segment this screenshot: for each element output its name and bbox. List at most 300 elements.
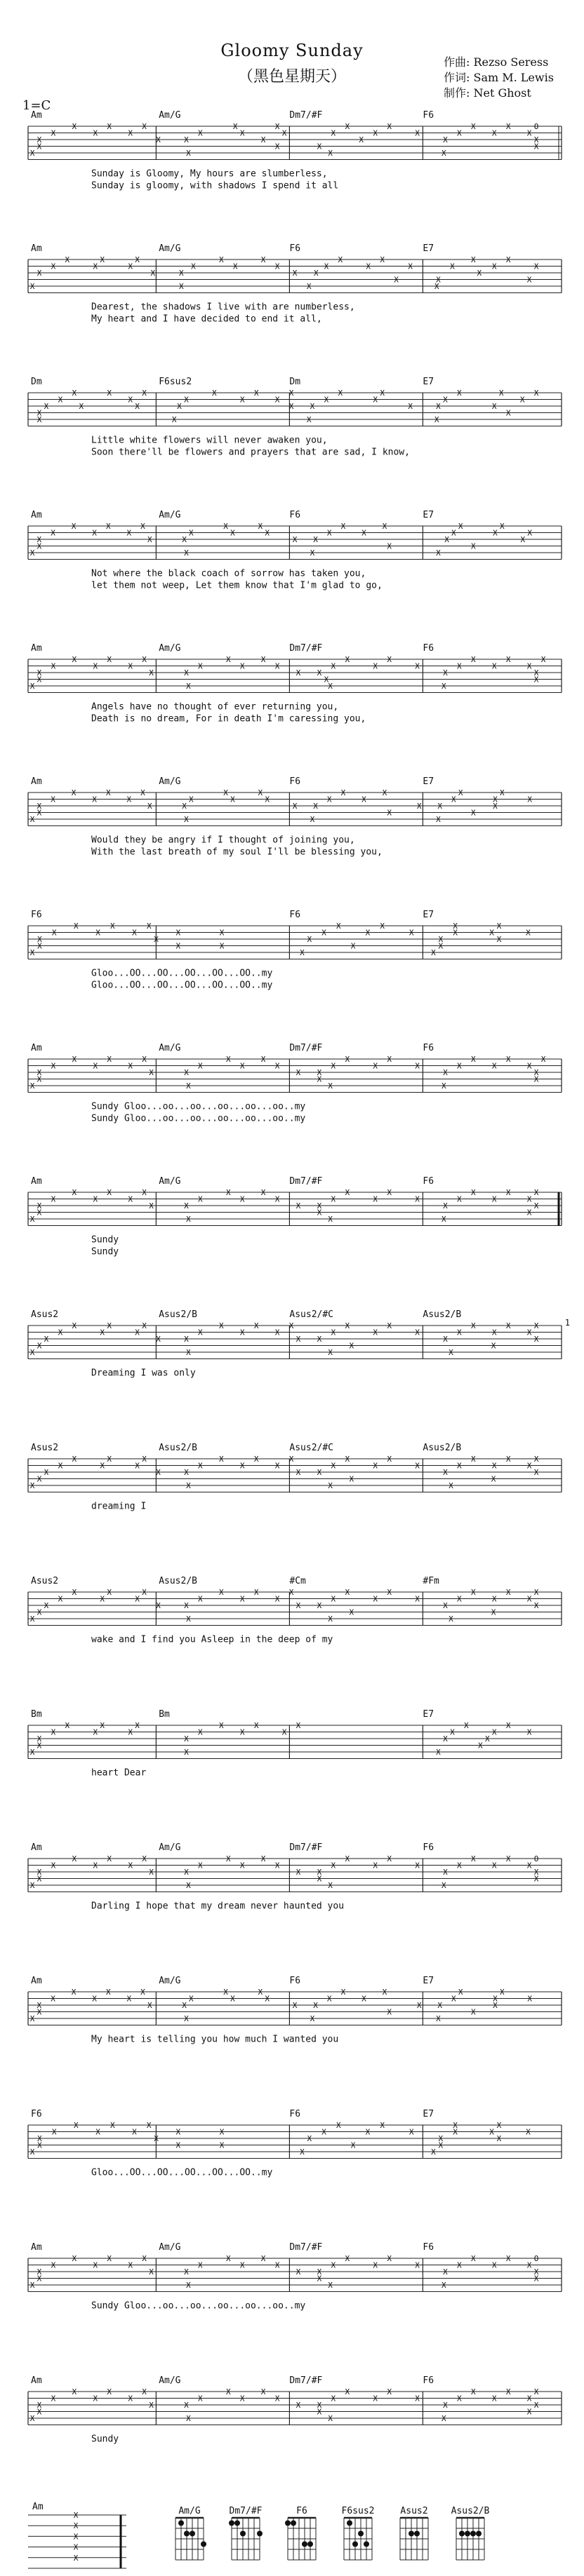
tab-note: X	[44, 1335, 49, 1344]
tab-note: X	[58, 1594, 63, 1604]
tab-note: X	[317, 1874, 322, 1884]
tab-note: X	[186, 682, 191, 691]
tab-note: X	[296, 2401, 301, 2410]
tab-note: X	[154, 2134, 159, 2143]
tab-note: X	[382, 522, 387, 531]
tab-note: X	[438, 935, 444, 944]
tab-note: X	[175, 2140, 181, 2150]
chord-name: Am	[31, 510, 42, 520]
tab-note: X	[142, 655, 147, 664]
tab-note: X	[415, 1194, 420, 1204]
tab-note: X	[505, 655, 511, 664]
chord-name: E7	[423, 1709, 434, 1720]
tab-note: X	[350, 941, 356, 951]
tab-note: X	[533, 262, 539, 271]
tab-note: X	[73, 2511, 79, 2520]
tab-note: X	[95, 2127, 100, 2137]
tab-note: X	[345, 1588, 350, 1597]
lyric-line: Dreaming I was only	[91, 1368, 196, 1379]
chord-name: F6	[289, 910, 301, 920]
tab-note: X	[373, 395, 378, 405]
tab-note: X	[225, 2387, 231, 2396]
tab-note: X	[51, 2394, 56, 2403]
tab-note: X	[526, 2127, 531, 2137]
tab-note: X	[239, 1727, 245, 1737]
tab-note: X	[29, 1215, 35, 1224]
tab-note: X	[186, 1881, 191, 1890]
chord-name: Dm7/#F	[289, 2375, 323, 2386]
tab-note: X	[317, 1068, 322, 1077]
tab-note: X	[198, 128, 203, 138]
tab-note: X	[491, 2260, 497, 2270]
tab-note: X	[29, 149, 35, 158]
tab-note: X	[394, 275, 399, 285]
tab-note: X	[328, 1081, 333, 1091]
tab-note: X	[36, 2267, 42, 2277]
tab-note: X	[265, 528, 270, 538]
chord-name: F6	[423, 110, 434, 121]
tab-note: X	[387, 1455, 392, 1464]
chord-name: Dm7/#F	[289, 110, 323, 121]
chord-name: Dm7/#F	[289, 643, 323, 654]
tab-note: X	[373, 128, 378, 138]
tab-note: X	[382, 788, 387, 797]
tab-note: X	[338, 389, 343, 398]
chord-name: Am	[31, 2375, 42, 2386]
tab-note: X	[36, 2401, 42, 2410]
tab-note: X	[258, 1988, 263, 1997]
diagram-dot	[414, 2531, 420, 2537]
tab-note: X	[349, 1474, 354, 1484]
tab-note: X	[533, 1074, 539, 1084]
tab-note: X	[186, 1614, 191, 1624]
tab-note: X	[184, 395, 189, 405]
tab-note: X	[230, 795, 235, 804]
tab-note: X	[142, 1588, 147, 1597]
chord-name: Am/G	[159, 1842, 181, 1853]
tab-note: X	[29, 282, 35, 291]
tab-note: X	[310, 2014, 315, 2023]
lyric-line: Sundy	[91, 1246, 119, 1257]
chord-name: Am/G	[159, 243, 181, 254]
tab-note: X	[258, 788, 263, 797]
tab-note: X	[409, 2127, 414, 2137]
tab-note: X	[533, 668, 539, 677]
tab-note: X	[218, 1455, 224, 1464]
lyric-line: Sundy Gloo...oo...oo...oo...oo...oo..my	[91, 1113, 306, 1124]
tab-note: X	[526, 1194, 532, 1204]
tab-open-note: O	[533, 122, 539, 131]
tab-note: X	[491, 2394, 497, 2403]
tab-note: X	[182, 802, 187, 811]
chord-name: Asus2/B	[159, 1443, 197, 1453]
tab-note: X	[499, 1988, 505, 1997]
tab-note: X	[128, 128, 133, 138]
tab-note: X	[288, 402, 294, 411]
tab-note: X	[321, 2127, 326, 2137]
tab-note: X	[29, 948, 35, 957]
tab-note: X	[443, 1468, 448, 1477]
tab-note: X	[281, 1727, 287, 1737]
tab-note: X	[317, 1335, 322, 1344]
chord-name: F6	[31, 2109, 42, 2119]
tab-note: X	[184, 135, 189, 144]
tab-note: X	[415, 661, 420, 671]
tab-note: X	[72, 1455, 77, 1464]
lyric-line: Gloo...OO...OO...OO...OO...OO..my	[91, 2167, 273, 2178]
tab-note: X	[331, 2394, 336, 2403]
credit-lyricist: 作词: Sam M. Lewis	[444, 71, 554, 84]
tab-note: X	[443, 1601, 448, 1610]
tab-note: X	[239, 1861, 245, 1870]
tab-note: X	[154, 935, 159, 944]
tab-note: X	[373, 661, 378, 671]
tab-note: X	[505, 1321, 511, 1330]
tab-note: X	[306, 415, 312, 424]
tab-note: X	[471, 2007, 476, 2017]
tab-note: X	[317, 1074, 322, 1084]
tab-note: X	[107, 655, 112, 664]
tab-note: X	[491, 1861, 497, 1870]
tab-note: X	[361, 1994, 366, 2004]
tab-note: X	[345, 655, 350, 664]
diagram-dot	[347, 2521, 352, 2526]
tab-note: X	[260, 655, 266, 664]
tab-note: X	[453, 2127, 458, 2137]
tab-note: X	[65, 255, 70, 264]
tab-note: X	[317, 2401, 322, 2410]
tab-note: X	[533, 142, 539, 151]
tab-note: X	[464, 1721, 469, 1730]
tab-note: X	[219, 2140, 225, 2150]
tab-note: X	[453, 922, 458, 931]
tab-note: X	[126, 1994, 132, 2004]
tab-note: X	[225, 2254, 231, 2263]
tab-note: X	[527, 1994, 532, 2004]
tab-note: X	[471, 122, 476, 131]
chord-name: Am	[31, 243, 42, 254]
tab-note: X	[219, 2127, 225, 2137]
tab-note: X	[457, 1061, 462, 1071]
tab-note: X	[471, 2254, 476, 2263]
tab-note: X	[415, 1328, 420, 1337]
tab-note: X	[533, 1601, 539, 1610]
tab-note: X	[73, 2521, 79, 2531]
tab-note: X	[51, 2127, 57, 2137]
tab-note: X	[260, 2387, 266, 2396]
tab-note: X	[29, 682, 35, 691]
chord-name: Asus2/B	[423, 1443, 462, 1453]
chord-name: Am	[31, 643, 42, 654]
chord-name: E7	[423, 510, 434, 520]
tab-note: X	[184, 1468, 189, 1477]
tab-note: X	[198, 1328, 203, 1337]
chord-name: Asus2/B	[159, 1576, 197, 1586]
tab-note: X	[345, 2387, 350, 2396]
tab-note: X	[184, 2267, 189, 2277]
tab-note: X	[317, 1601, 322, 1610]
tab-note: X	[296, 1721, 301, 1730]
tab-note: X	[415, 2260, 420, 2270]
tab-note: X	[36, 1868, 42, 1877]
tab-note: X	[107, 1455, 112, 1464]
tab-note: X	[526, 2260, 532, 2270]
tab-note: X	[540, 655, 546, 664]
tab-note: X	[274, 1194, 280, 1204]
tab-note: X	[126, 528, 132, 538]
tab-note: X	[51, 2260, 56, 2270]
tab-note: X	[457, 389, 462, 398]
tab-note: X	[36, 1068, 42, 1077]
tab-note: X	[239, 661, 245, 671]
chord-name: Dm7/#F	[289, 1176, 323, 1187]
tab-note: X	[491, 1594, 497, 1604]
tab-note: X	[72, 122, 77, 131]
tab-note: X	[146, 922, 152, 931]
tab-note: X	[189, 1994, 194, 2004]
tab-note: X	[296, 668, 301, 677]
tab-note: X	[415, 2394, 420, 2403]
tab-note: X	[29, 2414, 35, 2423]
tab-note: X	[491, 1474, 496, 1484]
tab-note: X	[493, 1994, 498, 2004]
tab-note: X	[349, 1607, 354, 1617]
tab-note: X	[505, 1055, 511, 1064]
tab-note: X	[218, 1721, 224, 1730]
tab-note: X	[314, 269, 319, 278]
lyric-line: Angels have no thought of ever returning you,	[91, 701, 339, 713]
song-subtitle: （黑色星期天）	[237, 68, 346, 86]
chord-name: Am	[31, 1043, 42, 1053]
tab-note: X	[296, 1601, 301, 1610]
tab-note: X	[533, 2267, 539, 2277]
key-signature: 1=C	[22, 98, 51, 113]
tab-note: X	[171, 415, 177, 424]
tab-note: X	[361, 528, 366, 538]
tab-note: X	[387, 808, 392, 818]
tab-note: X	[186, 1481, 191, 1490]
tab-note: X	[150, 269, 156, 278]
tab-note: X	[373, 1328, 378, 1337]
tab-note: X	[380, 922, 385, 931]
tab-note: X	[336, 2121, 341, 2130]
tab-note: X	[177, 402, 182, 411]
tab-note: X	[126, 795, 132, 804]
tab-note: X	[307, 2134, 312, 2143]
tab-note: X	[387, 655, 392, 664]
tab-note: X	[296, 1868, 301, 1877]
tab-note: X	[533, 2274, 539, 2284]
tab-note: X	[175, 2127, 181, 2137]
lyric-line: With the last breath of my soul I'll be blessing you,	[91, 847, 383, 858]
tab-note: X	[292, 802, 298, 811]
chord-name: F6	[423, 643, 434, 654]
tab-note: X	[175, 928, 181, 938]
tab-note: X	[142, 1854, 147, 1863]
tab-note: X	[36, 2407, 42, 2417]
tab-note: X	[345, 1055, 350, 1064]
tab-note: X	[458, 522, 463, 531]
tab-note: X	[457, 128, 462, 138]
tab-note: X	[260, 1188, 266, 1197]
tab-note: X	[526, 1461, 532, 1471]
tab-note: X	[457, 2394, 462, 2403]
tab-note: X	[58, 1328, 63, 1337]
tab-note: X	[540, 1055, 546, 1064]
tab-note: X	[147, 2001, 152, 2010]
tab-note: X	[505, 408, 511, 418]
tab-note: X	[128, 2394, 133, 2403]
diagram-dot	[470, 2531, 476, 2537]
tab-note: X	[533, 1321, 539, 1330]
tab-note: X	[533, 675, 539, 685]
tab-note: X	[198, 2260, 203, 2270]
tab-note: X	[44, 1468, 49, 1477]
lyric-line: dreaming I	[91, 1501, 147, 1512]
tab-note: X	[471, 1854, 476, 1863]
tab-note: X	[260, 1854, 266, 1863]
tab-note: X	[239, 1061, 245, 1071]
tab-note: X	[29, 1348, 35, 1357]
chord-diagram-name: F6sus2	[341, 2506, 375, 2516]
lyric-line: Sunday is Gloomy, My hours are slumberless,	[91, 168, 328, 180]
tab-note: X	[132, 2127, 137, 2137]
lyric-line: wake and I find you Asleep in the deep of my	[91, 1634, 333, 1645]
chord-name: Am/G	[159, 1976, 181, 1986]
chord-name: Asus2	[31, 1443, 59, 1453]
tab-note: X	[471, 1588, 476, 1597]
tab-note: X	[73, 2553, 79, 2563]
tab-note: X	[36, 541, 42, 551]
tab-note: X	[296, 1335, 301, 1344]
tab-note: X	[533, 1201, 539, 1211]
tab-note: X	[296, 1068, 301, 1077]
tab-note: X	[491, 1461, 497, 1471]
chord-diagram-name: Asus2	[400, 2506, 428, 2516]
tab-note: X	[471, 1455, 476, 1464]
tab-note: X	[387, 1588, 392, 1597]
tab-note: X	[36, 668, 42, 677]
chord-name: E7	[423, 776, 434, 787]
tab-note: X	[457, 2260, 462, 2270]
tab-note: X	[232, 262, 238, 271]
chord-name: F6	[423, 1043, 434, 1053]
tab-note: X	[105, 788, 111, 797]
chord-name: Asus2	[31, 1309, 59, 1320]
tab-note: X	[387, 1055, 392, 1064]
tab-note: X	[324, 675, 329, 685]
tab-note: X	[345, 1321, 350, 1330]
tab-note: X	[149, 1068, 154, 1077]
tab-note: X	[239, 1194, 245, 1204]
tab-note: X	[366, 262, 371, 271]
lyric-line: My heart and I have decided to end it all,	[91, 313, 322, 325]
tab-note: X	[533, 2401, 539, 2410]
tab-note: X	[431, 948, 436, 957]
tab-note: X	[408, 262, 413, 271]
tab-note: X	[36, 1741, 42, 1751]
tab-note: X	[457, 1194, 462, 1204]
tab-note: X	[526, 1208, 532, 1218]
tab-note: X	[533, 1868, 539, 1877]
tab-note: X	[274, 2260, 280, 2270]
tab-note: X	[519, 395, 525, 405]
tab-note: X	[93, 128, 98, 138]
tab-note: X	[493, 802, 498, 811]
tab-note: X	[326, 1994, 332, 2004]
tab-note: X	[458, 788, 463, 797]
tab-note: X	[211, 389, 217, 398]
tab-note: X	[239, 1461, 245, 1471]
tab-note: X	[142, 1055, 147, 1064]
tab-note: X	[72, 1321, 77, 1330]
tab-note: X	[449, 1614, 453, 1624]
tab-note: X	[36, 135, 42, 144]
tab-note: X	[331, 1328, 336, 1337]
song-title: Gloomy Sunday	[220, 41, 364, 60]
tab-note: X	[36, 2001, 42, 2010]
tab-note: X	[184, 1068, 189, 1077]
diagram-dot	[358, 2531, 364, 2537]
tab-note: X	[107, 1055, 112, 1064]
tab-note: X	[415, 1061, 420, 1071]
tab-note: X	[36, 1074, 42, 1084]
tab-note: X	[458, 1988, 463, 1997]
tab-note: X	[310, 815, 315, 824]
tab-note: X	[51, 795, 55, 804]
tab-note: X	[505, 1588, 511, 1597]
tab-note: X	[313, 535, 318, 544]
tab-note: X	[225, 1854, 231, 1863]
tab-note: X	[107, 1588, 112, 1597]
tab-note: X	[29, 548, 35, 558]
chord-name: Asus2/B	[159, 1309, 197, 1320]
tab-note: X	[317, 1208, 322, 1218]
tab-note: X	[44, 1601, 49, 1610]
tab-note: X	[219, 928, 225, 938]
tab-note: X	[74, 2121, 79, 2130]
lyric-line: heart Dear	[91, 1767, 147, 1779]
tab-note: X	[533, 1335, 539, 1344]
credit-producer: 制作: Net Ghost	[444, 86, 531, 100]
tab-note: X	[477, 1741, 483, 1751]
lyric-line: My heart is telling you how much I wanted you	[91, 2034, 339, 2045]
tab-note: X	[331, 661, 336, 671]
tab-note: X	[79, 402, 84, 411]
tab-note: X	[29, 1881, 35, 1890]
tab-note: X	[300, 2147, 305, 2157]
tab-note: X	[198, 1061, 203, 1071]
tab-note: X	[527, 795, 532, 804]
tab-note: X	[253, 1721, 259, 1730]
tab-note: X	[491, 1194, 497, 1204]
tab-note: X	[274, 395, 280, 405]
tab-open-note: O	[533, 1854, 539, 1863]
tab-note: X	[186, 2414, 191, 2423]
lyric-line: Dearest, the shadows I live with are numberless,	[91, 302, 355, 313]
tab-note: X	[373, 2394, 378, 2403]
tab-note: X	[416, 2001, 422, 2010]
tab-note: X	[373, 1861, 378, 1870]
tab-note: X	[350, 2140, 356, 2150]
chord-name: F6	[289, 776, 301, 787]
chord-name: F6sus2	[159, 377, 192, 387]
page-number: 1	[564, 1318, 570, 1328]
tab-note: X	[491, 1607, 496, 1617]
tab-note: X	[505, 2387, 511, 2396]
tab-note: X	[186, 149, 191, 158]
tab-note: X	[505, 1721, 511, 1730]
